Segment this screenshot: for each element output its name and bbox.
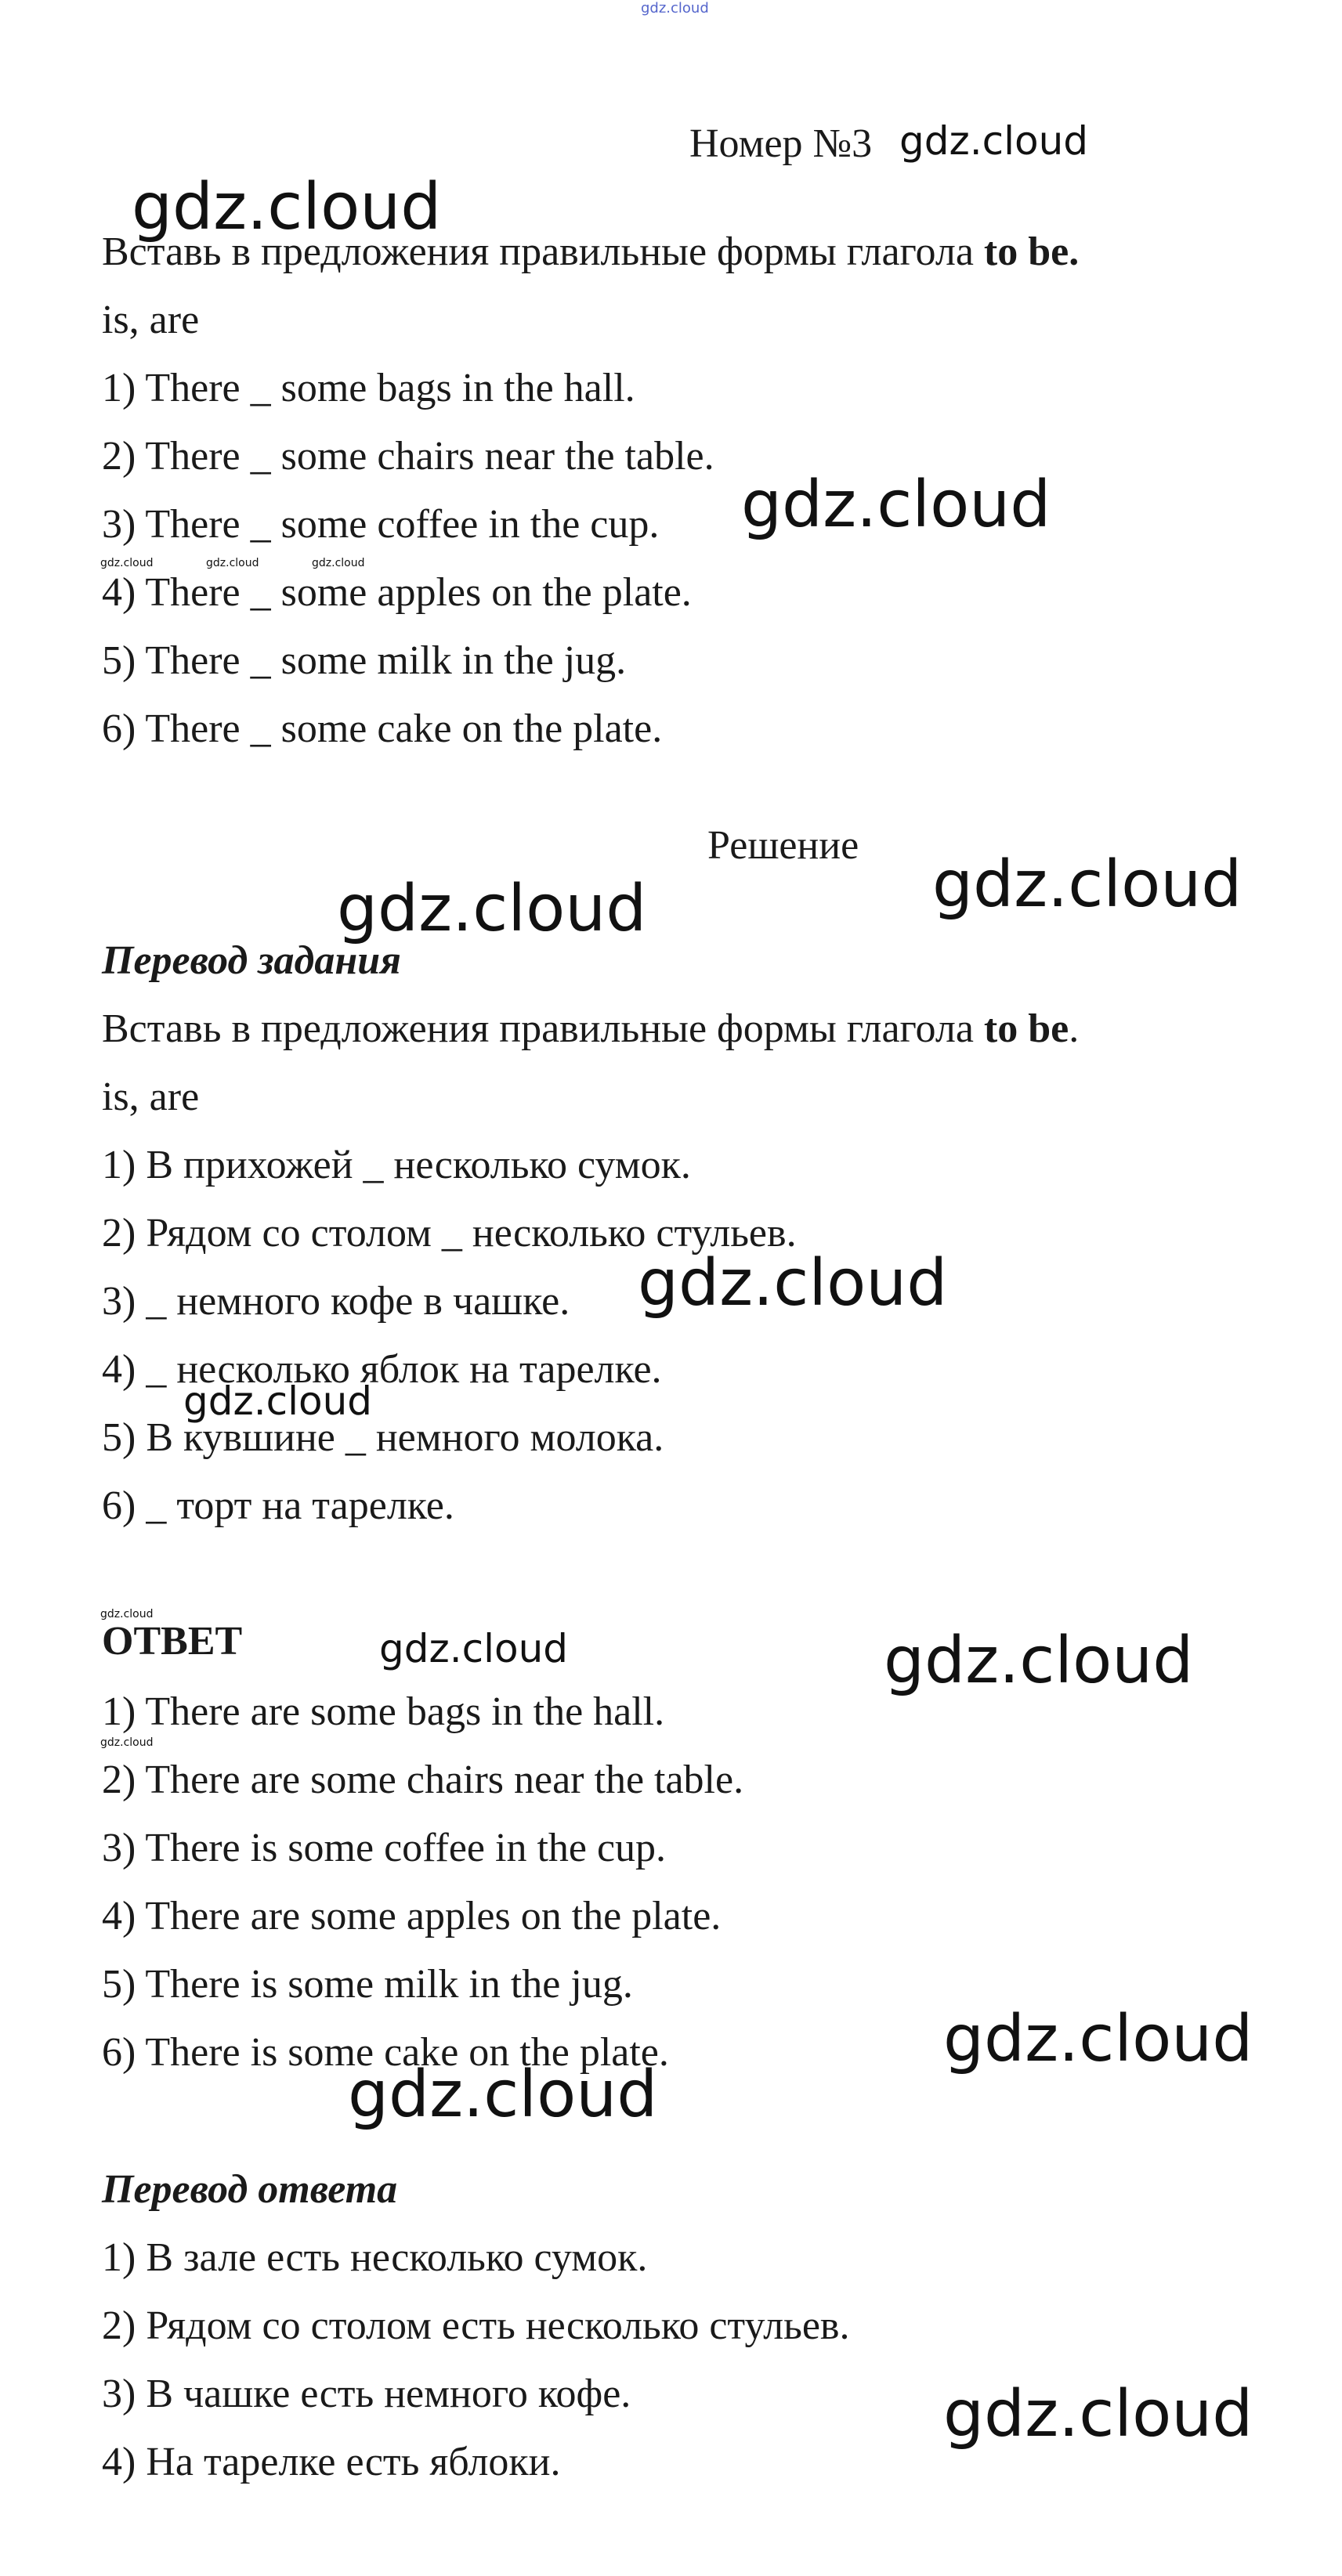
answer-translation-heading: Перевод ответа [102, 2167, 398, 2212]
translation-instruction-bold: to be [983, 1006, 1069, 1051]
exercise-number: Номер №3 [689, 121, 873, 166]
answer-translation-line: 3) В чашке есть немного кофе. [102, 2372, 631, 2416]
answer-line: 3) There is some coffee in the cup. [102, 1826, 667, 1870]
answer-translation-line: 1) В зале есть несколько сумок. [102, 2235, 648, 2280]
translation-instruction [102, 1006, 1080, 1051]
watermark: gdz.cloud [100, 1736, 154, 1749]
translation-line: 1) В прихожей _ несколько сумок. [102, 1143, 691, 1187]
answer-heading: ОТВЕТ [102, 1619, 243, 1664]
task-line: 1) There _ some bags in the hall. [102, 366, 635, 410]
watermark: gdz.cloud [337, 872, 647, 946]
watermark: gdz.cloud [100, 557, 154, 569]
translation-heading: Перевод задания [102, 938, 401, 983]
watermark: gdz.cloud [100, 1608, 154, 1620]
answer-translation-line: 4) На тарелке есть яблоки. [102, 2440, 561, 2484]
answer-translation-line: 2) Рядом со столом есть несколько стульев. [102, 2303, 850, 2348]
answer-line: 4) There are some apples on the plate. [102, 1894, 722, 1938]
watermark: gdz.cloud [943, 2377, 1253, 2451]
translation-line: 4) _ несколько яблок на тарелке. [102, 1347, 662, 1392]
translation-line: 6) _ торт на тарелке. [102, 1483, 454, 1528]
watermark: gdz.cloud [943, 2002, 1253, 2076]
task-options: is, are [102, 298, 200, 342]
watermark: gdz.cloud [899, 118, 1089, 164]
translation-line: 5) В кувшине _ немного молока. [102, 1415, 664, 1460]
watermark: gdz.cloud [312, 557, 365, 569]
solution-title: Решение [707, 823, 859, 868]
answer-line: 5) There is some milk in the jug. [102, 1962, 633, 2007]
translation-options: is, are [102, 1075, 200, 1119]
watermark: gdz.cloud [348, 2058, 658, 2132]
answer-line: 1) There are some bags in the hall. [102, 1689, 665, 1734]
task-line: 3) There _ some coffee in the cup. [102, 502, 660, 547]
answer-line: 6) There is some cake on the plate. [102, 2030, 669, 2075]
watermark: gdz.cloud [638, 1246, 948, 1321]
top-watermark: gdz.cloud [641, 0, 709, 16]
task-line: 6) There _ some cake on the plate. [102, 706, 663, 751]
watermark: gdz.cloud [183, 1378, 373, 1424]
watermark: gdz.cloud [206, 557, 259, 569]
translation-line: 3) _ немного кофе в чашке. [102, 1279, 570, 1324]
task-line: 5) There _ some milk in the jug. [102, 638, 627, 683]
answer-line: 2) There are some chairs near the table. [102, 1758, 744, 1802]
task-line: 2) There _ some chairs near the table. [102, 434, 714, 479]
watermark: gdz.cloud [741, 468, 1051, 542]
translation-line: 2) Рядом со столом _ несколько стульев. [102, 1211, 797, 1255]
task-instruction-bold: to be. [983, 229, 1080, 274]
watermark: gdz.cloud [132, 170, 442, 244]
watermark: gdz.cloud [932, 847, 1243, 922]
translation-instruction-text: Вставь в предложения правильные формы глагола [102, 1006, 984, 1051]
task-line: 4) There _ some apples on the plate. [102, 570, 692, 615]
translation-instruction-suffix: . [1069, 1006, 1080, 1051]
watermark: gdz.cloud [379, 1626, 569, 1671]
watermark: gdz.cloud [884, 1624, 1194, 1698]
task-instruction-text: Вставь в предложения правильные формы глагола [102, 229, 984, 274]
